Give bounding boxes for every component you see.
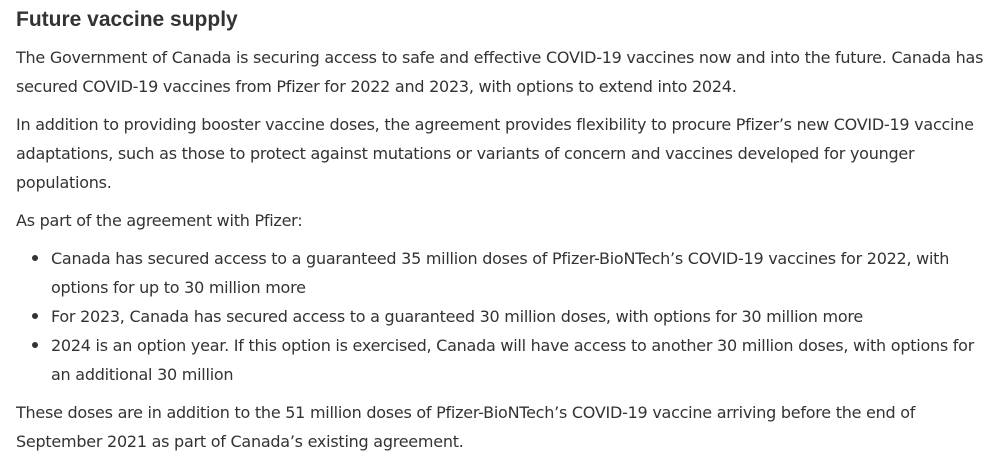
booster-paragraph: In addition to providing booster vaccine doses, the agreement provides flexibility to procure Pfizer’s new COVID-19 vaccine adaptations, such as those to protect against mutations or variants of concern and vaccines developed for younger populations.: [16, 115, 974, 192]
list-item-text: Canada has secured access to a guaranteed 35 million doses of Pfizer-BioNTech’s COVID-19 vaccines for 2022, with options for up to 30 million more: [51, 249, 950, 297]
list-item: [51, 244, 984, 302]
list-item-text: 2024 is an option year. If this option is exercised, Canada will have access to another 30 million doses, with options for an additional 30 million: [51, 336, 975, 384]
list-item-text: For 2023, Canada has secured access to a guaranteed 30 million doses, with options for 30 million more: [51, 307, 863, 326]
intro-paragraph: The Government of Canada is securing access to safe and effective COVID-19 vaccines now and into the future. Canada has secured COVID-19 vaccines from Pfizer for 2022 and 2023, with options to extend into 2024.: [16, 48, 984, 96]
bullet-icon: [32, 342, 38, 348]
list-item: [51, 302, 984, 331]
closing-paragraph: These doses are in addition to the 51 million doses of Pfizer-BioNTech’s COVID-19 vaccine arriving before the end of September 2021 as part of Canada’s existing agreement.: [16, 403, 916, 451]
list-item: [51, 331, 984, 389]
bullet-icon: [32, 255, 38, 261]
bullet-icon: [32, 313, 38, 319]
agreement-lead-paragraph: As part of the agreement with Pfizer:: [16, 211, 303, 230]
agreement-terms-list: [16, 244, 984, 389]
section-heading: Future vaccine supply: [16, 8, 238, 31]
